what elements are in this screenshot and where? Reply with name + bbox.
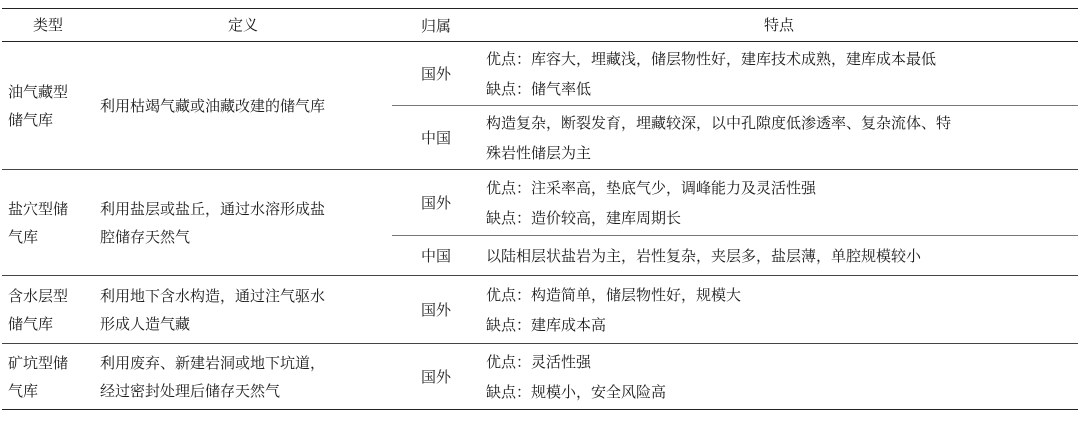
table-header-row (2, 9, 1078, 42)
cell-definition: 利用废弃、新建岩洞或地下坑道， 经过密封处理后储存天然气 (94, 344, 392, 410)
cell-type: 盐穴型储 气库 (2, 170, 94, 276)
cell-type: 含水层型 储气库 (2, 276, 94, 344)
table-row (2, 42, 1078, 106)
cell-definition: 利用盐层或盐丘，通过水溶形成盐 腔储存天然气 (94, 170, 392, 276)
gas-storage-comparison-table (2, 8, 1078, 410)
cell-definition: 利用地下含水构造，通过注气驱水 形成人造气藏 (94, 276, 392, 344)
cell-ownership: 国外 (392, 344, 480, 410)
cell-features: 优点：灵活性强 缺点：规模小，安全风险高 (480, 344, 1078, 410)
table-row (2, 276, 1078, 344)
cell-features: 以陆相层状盐岩为主，岩性复杂，夹层多，盐层薄，单腔规模较小 (480, 236, 1078, 276)
cell-features: 构造复杂，断裂发育，埋藏较深，以中孔隙度低渗透率、复杂流体、特 殊岩性储层为主 (480, 106, 1078, 170)
cell-type: 矿坑型储 气库 (2, 344, 94, 410)
cell-features: 优点：库容大，埋藏浅，储层物性好，建库技术成熟，建库成本最低 缺点：储气率低 (480, 42, 1078, 106)
cell-type: 油气藏型 储气库 (2, 42, 94, 170)
header-features: 特点 (480, 9, 1078, 42)
table-row (2, 344, 1078, 410)
cell-ownership: 中国 (392, 236, 480, 276)
cell-ownership: 国外 (392, 170, 480, 236)
table-row (2, 170, 1078, 236)
cell-ownership: 中国 (392, 106, 480, 170)
header-definition: 定义 (94, 9, 392, 42)
cell-ownership: 国外 (392, 276, 480, 344)
cell-features: 优点：注采率高，垫底气少，调峰能力及灵活性强 缺点：造价较高，建库周期长 (480, 170, 1078, 236)
cell-definition: 利用枯竭气藏或油藏改建的储气库 (94, 42, 392, 170)
cell-features: 优点：构造简单，储层物性好，规模大 缺点：建库成本高 (480, 276, 1078, 344)
header-type: 类型 (2, 9, 94, 42)
cell-ownership: 国外 (392, 42, 480, 106)
header-ownership: 归属 (392, 9, 480, 42)
